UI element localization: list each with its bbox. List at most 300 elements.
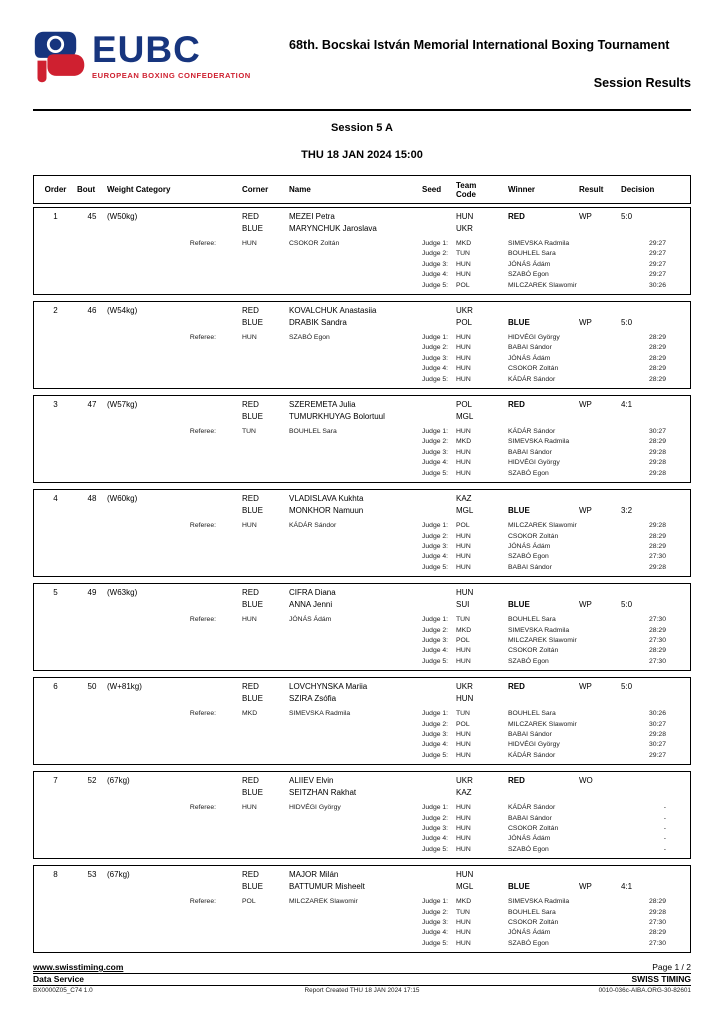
referee-name: [289, 657, 422, 667]
judge-label: Judge 3:: [422, 636, 449, 644]
referee-label: [107, 626, 242, 636]
col-header-team-code-line1: Team: [456, 180, 477, 190]
judge-label: Judge 5:: [422, 751, 449, 759]
referee-label: [107, 542, 242, 552]
spacer: [34, 317, 77, 329]
corner-label-blue: BLUE: [242, 318, 263, 328]
blue-seed: [422, 411, 456, 423]
spacer: [77, 542, 107, 552]
referee-label: [107, 824, 242, 834]
spacer: [34, 343, 77, 353]
referee-team-code: HUN: [242, 522, 257, 530]
spacer: [34, 532, 77, 542]
result-cell-blue: WP: [579, 882, 592, 892]
judge-score: 28:29: [648, 647, 666, 655]
judge-row: [34, 364, 690, 374]
officials-rows: [34, 521, 690, 573]
judge-row: [34, 646, 690, 656]
col-header-team-code: [456, 181, 508, 199]
red-seed: [422, 305, 456, 317]
judge-row: [34, 908, 690, 918]
doc-code: 0010-036c-AIBA.ORG-30-82601: [598, 987, 691, 994]
red-boxer-name: MAJOR Milán: [289, 870, 339, 880]
spacer: [107, 693, 242, 705]
spacer: [77, 693, 107, 705]
referee-name: [289, 354, 422, 364]
blue-seed: [422, 787, 456, 799]
blue-boxer-name: SZIRA Zsófia: [289, 694, 337, 704]
weight-category: (W63kg): [107, 588, 138, 598]
spacer: [34, 751, 77, 761]
judge-row: [34, 333, 690, 343]
logo-text: [92, 30, 251, 92]
spacer: [77, 448, 107, 458]
judge-name: SZABÓ Egon: [508, 657, 549, 665]
red-corner-row: [34, 869, 690, 881]
blue-team-code: MGL: [456, 412, 474, 422]
judge-name: JÓNÁS Ádám: [508, 260, 551, 268]
referee-team-code: POL: [242, 898, 256, 906]
referee-team-code: [242, 814, 289, 824]
result-cell-red: WO: [579, 776, 593, 786]
judge-team-code: HUN: [456, 929, 471, 937]
results-table-header: [33, 175, 691, 204]
referee-label: Referee:: [189, 898, 216, 906]
session-results-page: [33, 0, 691, 953]
judge-team-code: POL: [456, 720, 470, 728]
winner-cell-blue: BLUE: [508, 506, 530, 516]
judge-team-code: HUN: [456, 354, 471, 362]
red-seed: [422, 869, 456, 881]
referee-name: [289, 636, 422, 646]
referee-team-code: TUN: [242, 428, 256, 436]
referee-label: [107, 532, 242, 542]
judge-name: JÓNÁS Ádám: [508, 929, 551, 937]
eubc-logo: [33, 30, 289, 92]
judge-name: SIMEVSKA Radmila: [508, 898, 570, 906]
judge-score: 29:28: [648, 730, 666, 738]
referee-team-code: [242, 437, 289, 447]
spacer: [107, 599, 242, 611]
blue-team-code: UKR: [456, 224, 473, 233]
col-header-decision: Decision: [621, 185, 655, 194]
judge-team-code: TUN: [456, 908, 470, 916]
col-header-seed: Seed: [422, 185, 442, 194]
weight-category: (67kg): [107, 870, 130, 880]
judge-name: BABAI Sándor: [508, 814, 552, 822]
bout-order: 5: [53, 588, 58, 598]
judge-row: [34, 469, 690, 479]
judge-label: Judge 2:: [422, 720, 449, 728]
judge-score: 27:30: [648, 657, 666, 665]
judge-team-code: HUN: [456, 375, 471, 383]
swisstiming-link[interactable]: www.swisstiming.com: [33, 962, 124, 972]
referee-name: BOUHLEL Sara: [289, 428, 337, 436]
referee-team-code: [242, 281, 289, 291]
judge-label: Judge 1:: [422, 898, 449, 906]
referee-label: [107, 751, 242, 761]
red-corner-row: [34, 211, 690, 223]
spacer: [34, 626, 77, 636]
referee-team-code: [242, 939, 289, 949]
judge-row: [34, 751, 690, 761]
spacer: [34, 239, 77, 249]
footer-line-1: [33, 962, 691, 972]
judge-label: Judge 4:: [422, 553, 449, 561]
judge-team-code: POL: [456, 281, 470, 289]
referee-label: [107, 939, 242, 949]
judge-name: BOUHLEL Sara: [508, 710, 556, 718]
judge-name: JÓNÁS Ádám: [508, 354, 551, 362]
judge-score: 27:30: [648, 553, 666, 561]
judge-score: 29:28: [648, 908, 666, 916]
referee-name: [289, 375, 422, 385]
judge-name: SZABÓ Egon: [508, 553, 549, 561]
spacer: [34, 709, 77, 719]
corner-label-red: RED: [242, 682, 259, 692]
judge-row: [34, 354, 690, 364]
judge-row: [34, 270, 690, 280]
referee-label: [107, 563, 242, 573]
spacer: [34, 615, 77, 625]
blue-corner-row: [34, 693, 690, 705]
bout-block: [33, 395, 691, 483]
judge-score: 28:29: [648, 898, 666, 906]
referee-name: [289, 260, 422, 270]
judge-score: 28:29: [648, 365, 666, 373]
footer-line-2: [33, 974, 691, 984]
decision-cell-blue: [621, 223, 690, 235]
judge-row: [34, 448, 690, 458]
red-corner-row: [34, 587, 690, 599]
judge-team-code: HUN: [456, 825, 471, 832]
judge-name: CSOKOR Zoltán: [508, 365, 559, 373]
document-header: [33, 0, 691, 92]
logo-subtitle: EUROPEAN BOXING CONFEDERATION: [92, 71, 251, 80]
bout-number: 46: [87, 306, 97, 316]
judge-score: 30:26: [648, 281, 666, 289]
judge-score: 29:28: [648, 563, 666, 571]
referee-name: [289, 814, 422, 824]
judge-name: KÁDÁR Sándor: [508, 751, 556, 759]
judge-team-code: HUN: [456, 542, 471, 550]
referee-name: [289, 626, 422, 636]
header-titles: [289, 30, 691, 92]
bout-number: 45: [87, 212, 97, 221]
spacer: [34, 427, 77, 437]
spacer: [34, 657, 77, 667]
referee-team-code: [242, 270, 289, 280]
red-boxer-name: MEZEI Petra: [289, 212, 335, 221]
spacer: [34, 458, 77, 468]
eubc-glove-icon: [33, 30, 87, 84]
blue-seed: [422, 881, 456, 893]
winner-cell-red: [508, 869, 579, 881]
red-corner-row: [34, 493, 690, 505]
spacer: [77, 270, 107, 280]
spacer: [34, 787, 77, 799]
judge-label: Judge 3:: [422, 919, 449, 927]
spacer: [34, 824, 77, 834]
bout-order: 3: [53, 400, 58, 410]
judge-label: Judge 3:: [422, 825, 449, 832]
bout-order: 8: [53, 870, 58, 880]
corner-label-red: RED: [242, 400, 259, 410]
referee-name: [289, 845, 422, 855]
judge-team-code: HUN: [456, 804, 471, 812]
judge-name: HIDVÉGI György: [508, 334, 560, 342]
referee-name: [289, 469, 422, 479]
blue-corner-row: [34, 881, 690, 893]
col-header-corner: Corner: [242, 185, 269, 194]
referee-name: [289, 281, 422, 291]
judge-score: 29:28: [648, 459, 666, 467]
judge-score: 27:30: [648, 636, 666, 644]
judge-label: Judge 4:: [422, 271, 449, 279]
referee-team-code: [242, 908, 289, 918]
referee-name: [289, 448, 422, 458]
bout-number: 50: [87, 682, 97, 692]
blue-boxer-name: MONKHOR Namuun: [289, 506, 364, 516]
judge-row: [34, 239, 690, 249]
spacer: [77, 333, 107, 343]
judge-name: MILCZAREK Slawomir: [508, 522, 577, 530]
spacer: [34, 740, 77, 750]
judge-label: Judge 3:: [422, 354, 449, 362]
blue-boxer-name: DRABIK Sandra: [289, 318, 347, 328]
referee-name: SIMEVSKA Radmila: [289, 710, 351, 718]
spacer: [34, 505, 77, 517]
judge-name: BABAI Sándor: [508, 563, 552, 571]
referee-name: [289, 834, 422, 844]
judge-score: 27:30: [648, 939, 666, 947]
spacer: [34, 552, 77, 562]
spacer: [77, 427, 107, 437]
judge-score: 29:28: [648, 448, 666, 456]
judge-score: 28:29: [648, 354, 666, 362]
spacer: [77, 657, 107, 667]
judge-row: [34, 343, 690, 353]
judge-team-code: MKD: [456, 438, 472, 446]
referee-label: Referee:: [189, 334, 216, 342]
logo-acronym: EUBC: [92, 29, 201, 70]
judge-row: [34, 834, 690, 844]
blue-boxer-name: MARYNCHUK Jaroslava: [289, 224, 377, 233]
judge-row: [34, 626, 690, 636]
judge-label: Judge 1:: [422, 804, 449, 812]
blue-corner-row: [34, 223, 690, 235]
red-team-code: POL: [456, 400, 473, 410]
blue-seed: [422, 505, 456, 517]
weight-category: (W57kg): [107, 400, 138, 410]
bout-block: [33, 301, 691, 389]
winner-cell-red: [508, 493, 579, 505]
referee-name: [289, 740, 422, 750]
referee-label: [107, 469, 242, 479]
blue-seed: [422, 599, 456, 611]
referee-label: [107, 343, 242, 353]
red-team-code: HUN: [456, 212, 474, 221]
col-header-winner: Winner: [508, 185, 536, 194]
winner-cell-blue: BLUE: [508, 600, 530, 610]
blue-seed: [422, 317, 456, 329]
spacer: [77, 317, 107, 329]
header-divider: [33, 109, 691, 111]
spacer: [77, 709, 107, 719]
weight-category: (W+81kg): [107, 682, 142, 692]
spacer: [107, 505, 242, 517]
spacer: [77, 281, 107, 291]
judge-team-code: HUN: [456, 334, 471, 342]
judge-team-code: HUN: [456, 532, 471, 540]
judge-label: Judge 5:: [422, 563, 449, 571]
judge-label: Judge 4:: [422, 459, 449, 467]
referee-team-code: [242, 751, 289, 761]
referee-name: HIDVÉGI György: [289, 804, 341, 812]
referee-team-code: [242, 636, 289, 646]
judge-score: 29:27: [648, 250, 666, 258]
referee-team-code: [242, 824, 289, 834]
spacer: [34, 448, 77, 458]
corner-label-blue: BLUE: [242, 224, 263, 233]
referee-label: [107, 458, 242, 468]
judge-name: SIMEVSKA Radmila: [508, 438, 570, 446]
referee-label: [107, 740, 242, 750]
blue-corner-row: [34, 505, 690, 517]
judge-label: Judge 4:: [422, 647, 449, 655]
judge-label: Judge 2:: [422, 250, 449, 258]
corner-label-red: RED: [242, 870, 259, 880]
spacer: [34, 897, 77, 907]
judge-name: SZABÓ Egon: [508, 271, 549, 279]
referee-team-code: [242, 740, 289, 750]
spacer: [107, 881, 242, 893]
result-cell-blue: WP: [579, 318, 592, 328]
winner-cell-red: RED: [508, 212, 525, 221]
judge-name: SZABÓ Egon: [508, 939, 549, 947]
referee-label: [107, 281, 242, 291]
judge-label: Judge 1:: [422, 710, 449, 718]
spacer: [34, 803, 77, 813]
corner-label-blue: BLUE: [242, 600, 263, 610]
referee-name: JÓNÁS Ádám: [289, 616, 332, 624]
result-cell-red: [579, 305, 621, 317]
judge-score: 28:29: [648, 929, 666, 937]
referee-team-code: [242, 845, 289, 855]
blue-boxer-name: SEITZHAN Rakhat: [289, 788, 357, 798]
spacer: [77, 458, 107, 468]
spacer: [34, 249, 77, 259]
judge-row: [34, 730, 690, 740]
spacer: [77, 563, 107, 573]
referee-team-code: [242, 646, 289, 656]
judge-team-code: HUN: [456, 365, 471, 373]
referee-name: [289, 437, 422, 447]
referee-name: [289, 552, 422, 562]
referee-team-code: [242, 458, 289, 468]
blue-boxer-name: ANNA Jenni: [289, 600, 333, 610]
referee-label: [107, 657, 242, 667]
spacer: [34, 693, 77, 705]
officials-rows: [34, 239, 690, 291]
col-header-bout: Bout: [77, 185, 96, 194]
judge-row: [34, 814, 690, 824]
red-boxer-name: CIFRA Diana: [289, 588, 336, 598]
judge-name: JÓNÁS Ádám: [508, 542, 551, 550]
judge-score: 29:28: [648, 469, 666, 477]
spacer: [77, 814, 107, 824]
judge-label: Judge 5:: [422, 469, 449, 477]
judge-name: SZABÓ Egon: [508, 469, 549, 477]
spacer: [77, 897, 107, 907]
judge-team-code: HUN: [456, 469, 471, 477]
spacer: [77, 343, 107, 353]
spacer: [34, 281, 77, 291]
spacer: [34, 928, 77, 938]
referee-label: Referee:: [189, 804, 216, 812]
referee-team-code: HUN: [242, 334, 257, 342]
swiss-timing-label: SWISS TIMING: [631, 974, 691, 984]
red-team-code: KAZ: [456, 494, 472, 504]
corner-label-blue: BLUE: [242, 788, 263, 798]
bout-number: 49: [87, 588, 97, 598]
blue-boxer-name: BATTUMUR Misheelt: [289, 882, 365, 892]
judge-team-code: HUN: [456, 563, 471, 571]
red-seed: [422, 587, 456, 599]
blue-corner-row: [34, 787, 690, 799]
spacer: [77, 223, 107, 235]
judge-score: 29:27: [648, 240, 666, 247]
referee-team-code: [242, 469, 289, 479]
judge-row: [34, 939, 690, 949]
judge-team-code: HUN: [456, 751, 471, 759]
referee-team-code: [242, 364, 289, 374]
spacer: [77, 908, 107, 918]
judge-name: BOUHLEL Sara: [508, 616, 556, 624]
footer-line-3: [33, 987, 691, 994]
spacer: [77, 469, 107, 479]
blue-team-code: HUN: [456, 694, 474, 704]
referee-label: [107, 646, 242, 656]
winner-cell-red: [508, 587, 579, 599]
spacer: [77, 599, 107, 611]
spacer: [77, 521, 107, 531]
judge-name: BABAI Sándor: [508, 344, 552, 352]
referee-name: [289, 343, 422, 353]
judge-team-code: TUN: [456, 710, 470, 718]
decision-cell-blue: [621, 693, 690, 705]
referee-label: [107, 354, 242, 364]
judge-team-code: POL: [456, 522, 470, 530]
corner-label-blue: BLUE: [242, 882, 263, 892]
spacer: [34, 599, 77, 611]
referee-name: [289, 928, 422, 938]
referee-label: [107, 814, 242, 824]
spacer: [34, 730, 77, 740]
judge-team-code: HUN: [456, 835, 471, 843]
decision-cell-blue: 3:2: [621, 506, 633, 516]
judge-team-code: TUN: [456, 616, 470, 624]
referee-team-code: [242, 563, 289, 573]
referee-team-code: HUN: [242, 240, 257, 247]
spacer: [77, 375, 107, 385]
spacer: [77, 881, 107, 893]
weight-category: (W54kg): [107, 306, 138, 316]
footer-divider-2: [33, 985, 691, 986]
spacer: [34, 845, 77, 855]
result-cell-blue: [579, 693, 621, 705]
judge-score: 29:27: [648, 271, 666, 279]
